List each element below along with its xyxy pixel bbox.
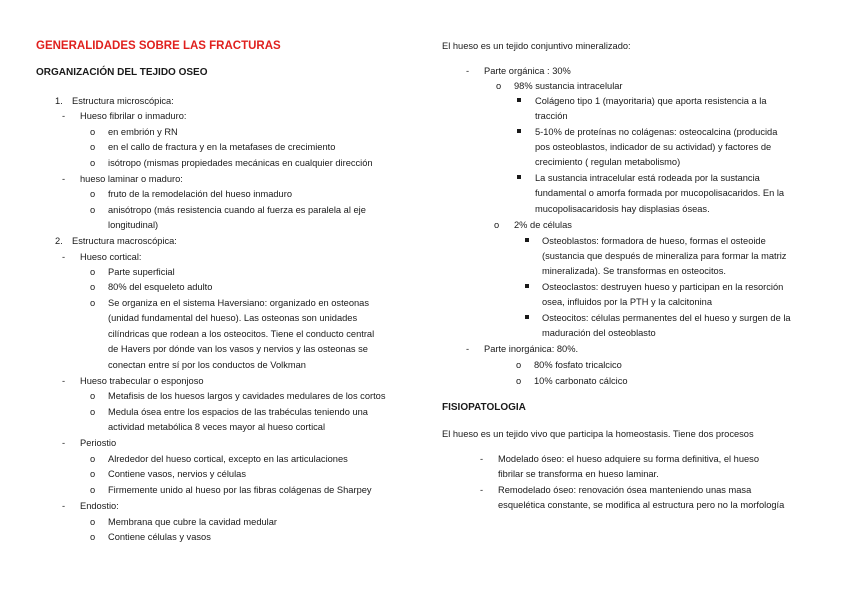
list-item-continued: de Havers por dónde van los vasos y nervios y las osteonas se [108,344,368,354]
circle-bullet: o [90,158,96,168]
list-item-continued: longitudinal) [108,220,159,230]
list-item: en el callo de fractura y en la metafases de crecimiento [108,142,336,152]
list-item: en embrión y RN [108,127,178,137]
dash-marker: - [62,438,66,448]
list-item: Colágeno tipo 1 (mayoritaria) que aporta resistencia a la [535,96,767,106]
list-item: Contiene vasos, nervios y células [108,469,246,479]
circle-bullet: o [90,454,96,464]
list-item-continued: crecimiento ( regulan metabolismo) [535,157,681,167]
dash-marker: - [480,485,484,495]
dash-marker: - [466,344,470,354]
list-item: Osteocitos: células permanentes del el hueso y surgen de la [542,313,791,323]
list-item: Estructura microscópica: [72,96,174,106]
dash-marker: - [62,111,66,121]
paragraph: El hueso es un tejido vivo que participa la homeostasis. Tiene dos procesos [442,429,754,439]
list-item: 5-10% de proteínas no colágenas: osteocalcina (producida [535,127,778,137]
list-item: 2% de células [514,220,572,230]
list-item-continued: fibrilar se transforma en hueso laminar. [498,469,659,479]
list-item: 80% del esqueleto adulto [108,282,213,292]
list-item: Metafisis de los huesos largos y cavidades medulares de los cortos [108,391,386,401]
section-heading: FISIOPATOLOGIA [442,402,526,413]
square-bullet [517,98,521,102]
list-item: Membrana que cubre la cavidad medular [108,517,277,527]
dash-marker: - [62,376,66,386]
list-item-continued: osea, influidos por la PTH y la calcitonina [542,297,713,307]
circle-bullet: o [90,127,96,137]
square-bullet [517,175,521,179]
list-item: 98% sustancia intracelular [514,81,623,91]
list-item: Parte orgánica : 30% [484,66,571,76]
circle-bullet: o [90,267,96,277]
circle-bullet: o [90,142,96,152]
list-item-continued: pos osteoblastos, indicador de su actividad) y factores de [535,142,772,152]
list-item-continued: tracción [535,111,568,121]
list-item: hueso laminar o maduro: [80,174,183,184]
list-item-continued: actividad metabólica 8 veces mayor al hueso cortical [108,422,326,432]
list-item-continued: esquelética constante, se modifica al estructura pero no la morfología [498,500,785,510]
list-item: fruto de la remodelación del hueso inmaduro [108,189,292,199]
dash-marker: - [62,252,66,262]
circle-bullet: o [516,376,522,386]
list-item: Firmemente unido al hueso por las fibras colágenas de Sharpey [108,485,372,495]
dash-marker: - [62,174,66,184]
paragraph: El hueso es un tejido conjuntivo mineralizado: [442,41,631,51]
list-item: Endostio: [80,501,119,511]
circle-bullet: o [90,469,96,479]
list-item: La sustancia intracelular está rodeada por la sustancia [535,173,760,183]
list-number: 2. [55,236,63,246]
square-bullet [525,238,529,242]
circle-bullet: o [90,532,96,542]
list-item: Alrededor del hueso cortical, excepto en las articulaciones [108,454,348,464]
circle-bullet: o [494,220,500,230]
list-item-continued: fundamental o amorfa formada por mucopolisacaridos. En la [535,188,785,198]
document-title: GENERALIDADES SOBRE LAS FRACTURAS [36,40,281,52]
list-item: 10% carbonato cálcico [534,376,628,386]
list-item-continued: mucopolisacaridosis hay displasias óseas. [535,204,710,214]
list-item-continued: maduración del osteoblasto [542,328,656,338]
list-item: Estructura macroscópica: [72,236,177,246]
list-item: Hueso cortical: [80,252,142,262]
circle-bullet: o [90,407,96,417]
square-bullet [525,315,529,319]
list-item: isótropo (mismas propiedades mecánicas en cualquier dirección [108,158,373,168]
dash-marker: - [480,454,484,464]
list-item-continued: conectan entre sí por los conductos de Volkman [108,360,306,370]
list-item-continued: mineralizada). Se transformas en osteocitos. [542,266,726,276]
list-item: anisótropo (más resistencia cuando al fuerza es paralela al eje [108,205,366,215]
list-item: Periostio [80,438,117,448]
circle-bullet: o [516,360,522,370]
square-bullet [525,284,529,288]
dash-marker: - [62,501,66,511]
list-item: Parte superficial [108,267,175,277]
circle-bullet: o [90,189,96,199]
list-item: Contiene células y vasos [108,532,211,542]
circle-bullet: o [90,517,96,527]
list-item: Modelado óseo: el hueso adquiere su forma definitiva, el hueso [498,454,759,464]
list-item: 80% fosfato tricalcico [534,360,622,370]
circle-bullet: o [90,282,96,292]
circle-bullet: o [496,81,502,91]
list-item-continued: (unidad fundamental del hueso). Las osteonas son unidades [108,313,358,323]
list-item: Parte inorgánica: 80%. [484,344,579,354]
list-item: Se organiza en el sistema Haversiano: organizado en osteonas [108,298,369,308]
list-item: Remodelado óseo: renovación ósea manteniendo unas masa [498,485,752,495]
list-item-continued: cilíndricas que rodean a los osteocitos. Tiene el conducto central [108,329,375,339]
list-item: Osteoblastos: formadora de hueso, formas el osteoide [542,236,766,246]
circle-bullet: o [90,485,96,495]
list-item: Hueso fibrilar o inmaduro: [80,111,187,121]
list-number: 1. [55,96,63,106]
list-item-continued: (sustancia que después de mineraliza para formar la matriz [542,251,787,261]
circle-bullet: o [90,298,96,308]
circle-bullet: o [90,391,96,401]
list-item: Hueso trabecular o esponjoso [80,376,204,386]
circle-bullet: o [90,205,96,215]
square-bullet [517,129,521,133]
dash-marker: - [466,66,470,76]
list-item: Osteoclastos: destruyen hueso y participan en la resorción [542,282,784,292]
list-item: Medula ósea entre los espacios de las trabéculas teniendo una [108,407,368,417]
section-heading: ORGANIZACIÓN DEL TEJIDO OSEO [36,67,208,78]
